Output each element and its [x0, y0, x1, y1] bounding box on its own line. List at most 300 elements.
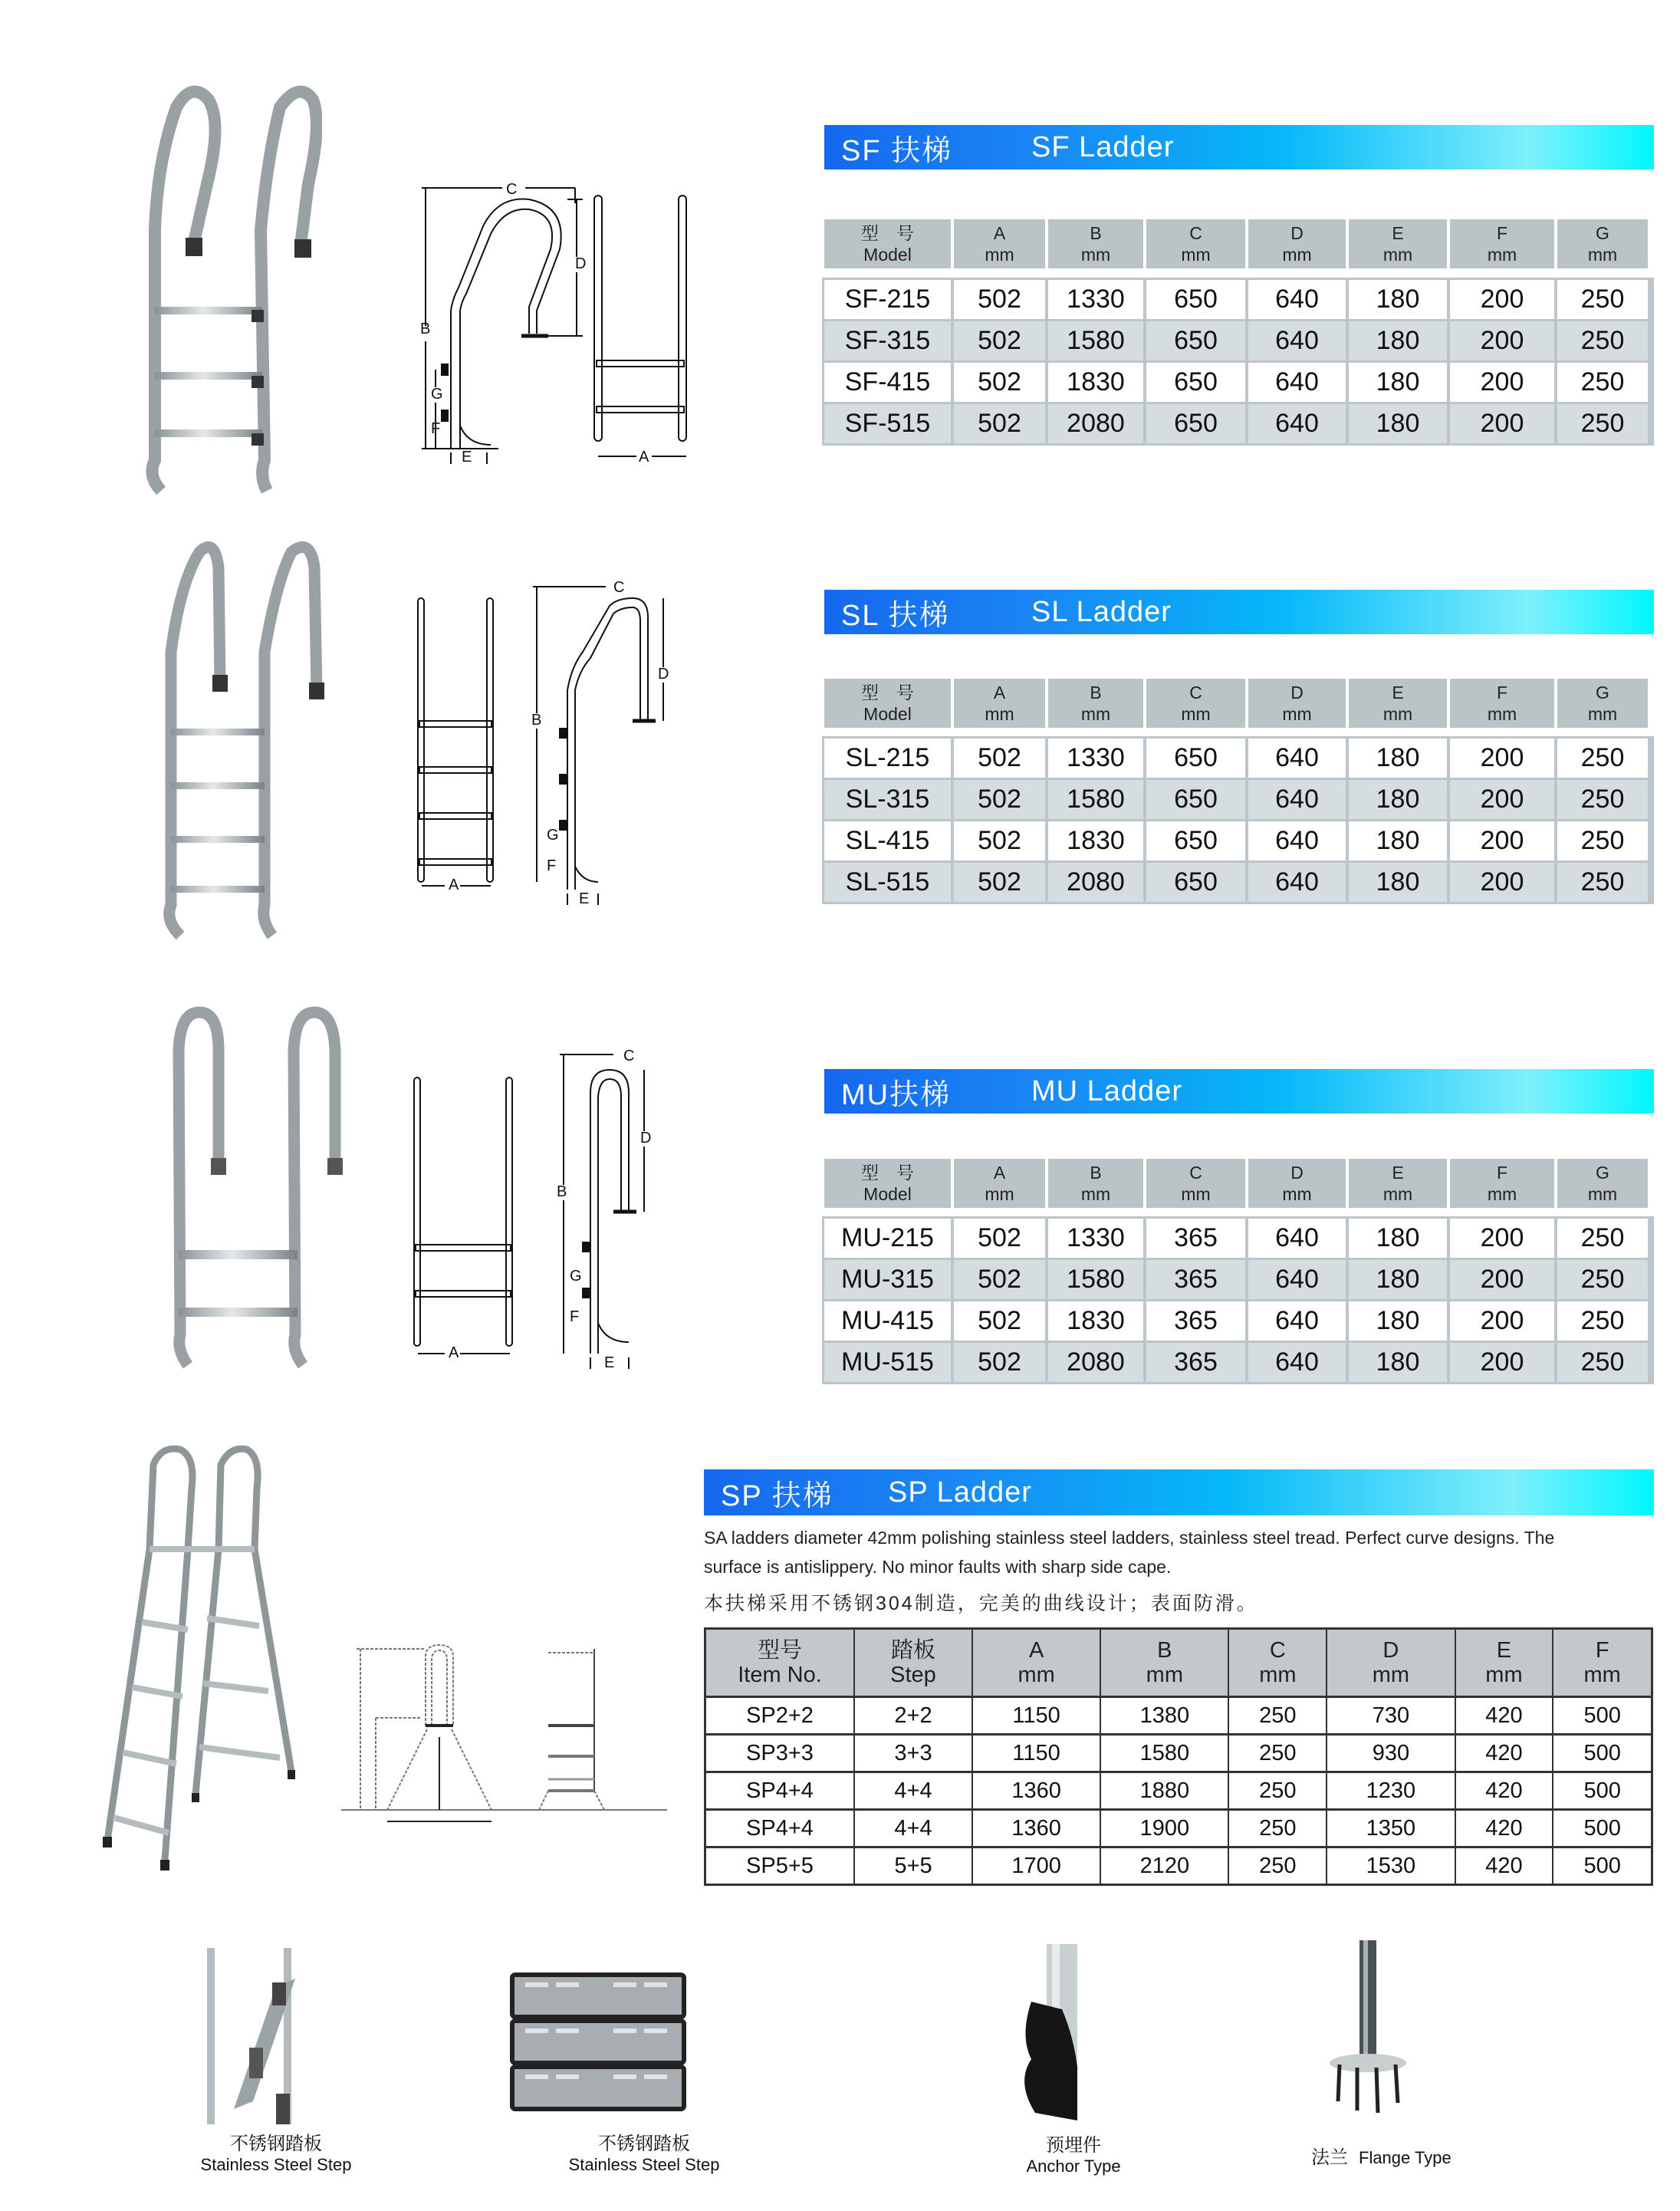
model-cell: MU-515 — [824, 1343, 951, 1382]
value-cell: 650 — [1146, 321, 1245, 360]
header-top: B — [1090, 1163, 1102, 1183]
value-cell: 250 — [1557, 404, 1648, 443]
header-e — [1349, 679, 1447, 728]
accessory-stainless-step-2 — [544, 2128, 744, 2175]
value-cell: 2080 — [1048, 863, 1143, 902]
value-cell: 250 — [1228, 1735, 1327, 1772]
stainless-step-photo-2 — [506, 1971, 690, 2117]
value-cell: 1230 — [1327, 1772, 1455, 1810]
value-cell: 1330 — [1048, 739, 1143, 778]
value-cell: 1900 — [1100, 1810, 1228, 1847]
value-cell: 180 — [1349, 821, 1447, 860]
sp-description-en-line1: SA ladders diameter 42mm polishing stainless steel ladders, stainless steel tread. Perfect curve designs. The — [704, 1528, 1555, 1548]
header-top: E — [1392, 683, 1404, 702]
value-cell: 1580 — [1048, 321, 1143, 360]
value-cell: 640 — [1248, 363, 1346, 402]
header-c — [1228, 1629, 1327, 1697]
header-bottom: mm — [1259, 1663, 1297, 1687]
value-cell: 1360 — [972, 1810, 1100, 1847]
header-bottom: mm — [1080, 1184, 1111, 1204]
sf-ladder-photo — [138, 77, 322, 506]
value-cell: 1330 — [1048, 280, 1143, 319]
header-top: C — [1189, 1163, 1202, 1183]
table-row — [824, 821, 1652, 860]
header-c — [1146, 219, 1245, 268]
table-row — [824, 780, 1652, 819]
value-cell: 502 — [954, 739, 1045, 778]
sl-dimension-diagram — [410, 575, 702, 905]
value-cell: 365 — [1146, 1219, 1245, 1258]
sf-table-header — [824, 219, 1654, 268]
value-cell: 650 — [1146, 780, 1245, 819]
caption-cn: 预埋件 — [1046, 2135, 1101, 2156]
header-f — [1450, 1159, 1554, 1208]
table-row — [705, 1735, 1652, 1772]
header-bottom: mm — [985, 1184, 1014, 1204]
header-g — [1557, 219, 1648, 268]
caption-en: Stainless Steel Step — [200, 2155, 352, 2174]
value-cell: 2120 — [1100, 1847, 1228, 1885]
header-d — [1248, 1159, 1346, 1208]
header-bottom: mm — [1382, 245, 1413, 265]
value-cell: 640 — [1248, 280, 1346, 319]
table-row — [824, 1219, 1652, 1258]
header-model — [824, 1159, 951, 1208]
header-a — [954, 679, 1045, 728]
header-item-no — [705, 1629, 855, 1697]
header-g — [1557, 679, 1648, 728]
sp-dimension-diagram — [341, 1626, 671, 1841]
header-top: D — [1290, 223, 1304, 243]
svg-text:C: C — [623, 1048, 635, 1064]
value-cell: 1830 — [1048, 821, 1143, 860]
header-b — [1048, 1159, 1143, 1208]
caption-en: Flange Type — [1359, 2148, 1452, 2167]
value-cell: 365 — [1146, 1343, 1245, 1382]
value-cell: 200 — [1450, 404, 1554, 443]
value-cell: 500 — [1553, 1772, 1652, 1810]
value-cell: 1360 — [972, 1772, 1100, 1810]
header-c — [1146, 679, 1245, 728]
mu-dimension-diagram — [406, 1047, 698, 1369]
table-row — [705, 1810, 1652, 1847]
header-top: E — [1392, 223, 1404, 243]
value-cell: 1150 — [972, 1697, 1100, 1735]
value-cell: 365 — [1146, 1260, 1245, 1299]
header-top: 型 号 — [861, 223, 914, 243]
caption-cn: 法兰 — [1311, 2147, 1348, 2168]
model-cell: MU-415 — [824, 1301, 951, 1341]
header-bottom: mm — [1282, 704, 1312, 724]
sp-section-banner — [704, 1469, 1654, 1515]
sp-description-en-line2: surface is antislippery. No minor faults with sharp side cape. — [704, 1557, 1172, 1577]
header-f — [1450, 679, 1554, 728]
value-cell: 650 — [1146, 821, 1245, 860]
value-cell: 250 — [1228, 1847, 1327, 1885]
sf-title-en: SF Ladder — [1031, 130, 1175, 163]
sp-table-body — [705, 1697, 1652, 1885]
sf-section-banner — [824, 125, 1654, 169]
header-top: B — [1090, 683, 1102, 702]
model-cell: SF-415 — [824, 363, 951, 402]
item-no-cell: SP4+4 — [705, 1810, 855, 1847]
header-e — [1455, 1629, 1553, 1697]
svg-text:C: C — [613, 579, 625, 596]
sf-table-body — [822, 278, 1654, 446]
value-cell: 250 — [1557, 280, 1648, 319]
svg-text:G: G — [570, 1268, 582, 1285]
header-f — [1553, 1629, 1652, 1697]
value-cell: 4+4 — [854, 1772, 972, 1810]
header-bottom: mm — [1382, 704, 1413, 724]
anchor-type-photo — [989, 1944, 1119, 2128]
header-top: A — [993, 683, 1006, 702]
model-cell: SF-315 — [824, 321, 951, 360]
header-b — [1048, 679, 1143, 728]
value-cell: 500 — [1553, 1847, 1652, 1885]
header-a — [954, 219, 1045, 268]
header-bottom: Item No. — [738, 1663, 822, 1687]
stainless-step-photo-1 — [199, 1948, 337, 2132]
header-g — [1557, 1159, 1648, 1208]
header-bottom: mm — [1080, 245, 1111, 265]
value-cell: 3+3 — [854, 1735, 972, 1772]
model-cell: SL-215 — [824, 739, 951, 778]
value-cell: 640 — [1248, 821, 1346, 860]
value-cell: 200 — [1450, 739, 1554, 778]
header-bottom: mm — [1587, 245, 1618, 265]
svg-text:D: D — [640, 1130, 652, 1147]
header-top: E — [1392, 1163, 1404, 1183]
model-cell: SF-215 — [824, 280, 951, 319]
svg-text:E: E — [604, 1354, 615, 1369]
header-top: 型 号 — [861, 683, 914, 702]
header-bottom: mm — [1018, 1663, 1055, 1687]
header-bottom: mm — [1583, 1663, 1621, 1687]
value-cell: 200 — [1450, 1301, 1554, 1341]
svg-text:D: D — [575, 255, 587, 272]
table-row — [824, 280, 1652, 319]
value-cell: 640 — [1248, 321, 1346, 360]
header-top: G — [1596, 223, 1609, 243]
mu-title-en: MU Ladder — [1031, 1074, 1182, 1107]
value-cell: 1580 — [1100, 1735, 1228, 1772]
svg-text:B: B — [420, 321, 431, 337]
value-cell: 650 — [1146, 280, 1245, 319]
table-row — [824, 363, 1652, 402]
header-d — [1248, 219, 1346, 268]
value-cell: 500 — [1553, 1735, 1652, 1772]
header-top: G — [1596, 683, 1609, 702]
value-cell: 1330 — [1048, 1219, 1143, 1258]
value-cell: 930 — [1327, 1735, 1455, 1772]
sp-title-cn: SP 扶梯 — [721, 1479, 833, 1512]
header-top: C — [1189, 223, 1202, 243]
svg-text:A: A — [639, 449, 649, 464]
value-cell: 200 — [1450, 821, 1554, 860]
header-top: E — [1496, 1638, 1512, 1663]
header-f — [1450, 219, 1554, 268]
value-cell: 640 — [1248, 863, 1346, 902]
sl-title-cn: SL 扶梯 — [841, 599, 950, 632]
value-cell: 250 — [1557, 739, 1648, 778]
header-bottom: mm — [1282, 245, 1312, 265]
item-no-cell: SP5+5 — [705, 1847, 855, 1885]
model-cell: SL-515 — [824, 863, 951, 902]
mu-table-header — [824, 1159, 1654, 1208]
value-cell: 200 — [1450, 1219, 1554, 1258]
svg-text:E: E — [462, 449, 472, 464]
value-cell: 180 — [1349, 780, 1447, 819]
value-cell: 200 — [1450, 363, 1554, 402]
value-cell: 1700 — [972, 1847, 1100, 1885]
model-cell: SF-515 — [824, 404, 951, 443]
header-bottom: mm — [1080, 704, 1111, 724]
mu-title-cn: MU扶梯 — [841, 1078, 952, 1111]
value-cell: 180 — [1349, 863, 1447, 902]
header-e — [1349, 1159, 1447, 1208]
table-row — [824, 863, 1652, 902]
header-b — [1048, 219, 1143, 268]
table-row — [705, 1697, 1652, 1735]
header-top: B — [1157, 1638, 1172, 1663]
header-top: 型 号 — [861, 1163, 914, 1183]
sl-table-header — [824, 679, 1654, 728]
sl-table-body — [822, 736, 1654, 904]
value-cell: 365 — [1146, 1301, 1245, 1341]
header-bottom: mm — [1181, 1184, 1211, 1204]
sp-description-cn: 本扶梯采用不锈钢304制造，完美的曲线设计；表面防滑。 — [704, 1593, 1258, 1614]
value-cell: 502 — [954, 1219, 1045, 1258]
value-cell: 640 — [1248, 780, 1346, 819]
value-cell: 502 — [954, 863, 1045, 902]
table-row — [824, 739, 1652, 778]
header-bottom: Step — [890, 1663, 936, 1687]
value-cell: 1150 — [972, 1735, 1100, 1772]
header-bottom: Model — [863, 1184, 912, 1204]
value-cell: 502 — [954, 363, 1045, 402]
value-cell: 250 — [1557, 363, 1648, 402]
flange-type-photo — [1315, 1940, 1430, 2117]
header-bottom: mm — [985, 245, 1014, 265]
item-no-cell: SP2+2 — [705, 1697, 855, 1735]
header-top: 型号 — [757, 1638, 802, 1663]
header-bottom: mm — [1587, 704, 1618, 724]
header-c — [1146, 1159, 1245, 1208]
value-cell: 250 — [1228, 1772, 1327, 1810]
header-bottom: Model — [863, 704, 912, 724]
header-bottom: mm — [1487, 245, 1517, 265]
value-cell: 1580 — [1048, 1260, 1143, 1299]
header-top: D — [1382, 1638, 1399, 1663]
header-step — [854, 1629, 972, 1697]
value-cell: 640 — [1248, 404, 1346, 443]
value-cell: 1880 — [1100, 1772, 1228, 1810]
value-cell: 250 — [1557, 1260, 1648, 1299]
value-cell: 640 — [1248, 739, 1346, 778]
header-model — [824, 679, 951, 728]
mu-section-banner — [824, 1069, 1654, 1114]
model-cell: MU-315 — [824, 1260, 951, 1299]
value-cell: 640 — [1248, 1301, 1346, 1341]
value-cell: 650 — [1146, 363, 1245, 402]
header-top: B — [1090, 223, 1102, 243]
value-cell: 500 — [1553, 1697, 1652, 1735]
header-top: D — [1290, 1163, 1304, 1183]
svg-text:D: D — [658, 666, 669, 683]
accessory-stainless-step-1 — [176, 2128, 376, 2175]
value-cell: 250 — [1557, 1301, 1648, 1341]
accessory-anchor-type — [997, 2130, 1150, 2176]
sf-dimension-diagram — [414, 173, 736, 464]
header-model — [824, 219, 951, 268]
value-cell: 200 — [1450, 1343, 1554, 1382]
sp-spec-table — [704, 1627, 1653, 1886]
value-cell: 650 — [1146, 404, 1245, 443]
value-cell: 1830 — [1048, 363, 1143, 402]
header-d — [1248, 679, 1346, 728]
value-cell: 502 — [954, 280, 1045, 319]
caption-cn: 不锈钢踏板 — [230, 2134, 322, 2154]
value-cell: 2080 — [1048, 404, 1143, 443]
value-cell: 420 — [1455, 1810, 1553, 1847]
value-cell: 1530 — [1327, 1847, 1455, 1885]
table-row — [705, 1772, 1652, 1810]
value-cell: 180 — [1349, 1343, 1447, 1382]
value-cell: 180 — [1349, 404, 1447, 443]
value-cell: 502 — [954, 404, 1045, 443]
model-cell: SL-415 — [824, 821, 951, 860]
value-cell: 500 — [1553, 1810, 1652, 1847]
sp-ladder-photo — [84, 1442, 314, 1871]
value-cell: 640 — [1248, 1219, 1346, 1258]
model-cell: MU-215 — [824, 1219, 951, 1258]
value-cell: 250 — [1557, 1343, 1648, 1382]
value-cell: 502 — [954, 821, 1045, 860]
value-cell: 180 — [1349, 739, 1447, 778]
header-top: A — [1028, 1638, 1044, 1663]
header-bottom: mm — [1587, 1184, 1618, 1204]
header-bottom: mm — [1485, 1663, 1523, 1687]
value-cell: 250 — [1228, 1697, 1327, 1735]
value-cell: 502 — [954, 321, 1045, 360]
value-cell: 250 — [1557, 863, 1648, 902]
sf-title-cn: SF 扶梯 — [841, 134, 953, 167]
header-bottom: Model — [863, 245, 912, 265]
caption-en: Anchor Type — [1026, 2157, 1121, 2176]
value-cell: 180 — [1349, 1219, 1447, 1258]
table-row — [824, 1301, 1652, 1341]
value-cell: 1350 — [1327, 1810, 1455, 1847]
header-top: 踏板 — [890, 1638, 935, 1663]
value-cell: 250 — [1557, 780, 1648, 819]
value-cell: 200 — [1450, 321, 1554, 360]
value-cell: 250 — [1557, 321, 1648, 360]
value-cell: 2080 — [1048, 1343, 1143, 1382]
header-bottom: mm — [985, 704, 1014, 724]
header-a — [954, 1159, 1045, 1208]
value-cell: 200 — [1450, 863, 1554, 902]
sl-ladder-photo — [150, 537, 334, 951]
value-cell: 420 — [1455, 1697, 1553, 1735]
svg-text:C: C — [506, 181, 518, 198]
header-bottom: mm — [1372, 1663, 1410, 1687]
value-cell: 502 — [954, 1260, 1045, 1299]
value-cell: 200 — [1450, 280, 1554, 319]
header-top: F — [1595, 1638, 1609, 1663]
header-b — [1100, 1629, 1228, 1697]
item-no-cell: SP4+4 — [705, 1772, 855, 1810]
header-top: C — [1189, 683, 1202, 702]
svg-text:E: E — [579, 890, 590, 905]
value-cell: 420 — [1455, 1735, 1553, 1772]
header-top: D — [1290, 683, 1304, 702]
header-top: A — [993, 1163, 1006, 1183]
header-top: C — [1269, 1638, 1286, 1663]
value-cell: 250 — [1557, 821, 1648, 860]
header-top: G — [1596, 1163, 1609, 1183]
table-row — [824, 321, 1652, 360]
mu-ladder-photo — [165, 1005, 349, 1380]
value-cell: 640 — [1248, 1343, 1346, 1382]
table-row — [824, 1260, 1652, 1299]
value-cell: 200 — [1450, 1260, 1554, 1299]
value-cell: 5+5 — [854, 1847, 972, 1885]
value-cell: 250 — [1228, 1810, 1327, 1847]
header-top: A — [993, 223, 1006, 243]
model-cell: SL-315 — [824, 780, 951, 819]
value-cell: 730 — [1327, 1697, 1455, 1735]
value-cell: 420 — [1455, 1847, 1553, 1885]
svg-text:F: F — [547, 857, 557, 874]
value-cell: 2+2 — [854, 1697, 972, 1735]
sl-section-banner — [824, 590, 1654, 634]
value-cell: 180 — [1349, 1260, 1447, 1299]
value-cell: 250 — [1557, 1219, 1648, 1258]
value-cell: 1380 — [1100, 1697, 1228, 1735]
value-cell: 1830 — [1048, 1301, 1143, 1341]
value-cell: 502 — [954, 780, 1045, 819]
item-no-cell: SP3+3 — [705, 1735, 855, 1772]
value-cell: 650 — [1146, 863, 1245, 902]
table-row — [824, 404, 1652, 443]
value-cell: 180 — [1349, 1301, 1447, 1341]
value-cell: 4+4 — [854, 1810, 972, 1847]
header-bottom: mm — [1282, 1184, 1312, 1204]
svg-text:F: F — [570, 1308, 580, 1325]
value-cell: 640 — [1248, 1260, 1346, 1299]
accessory-flange-type — [1311, 2142, 1511, 2169]
header-bottom: mm — [1487, 1184, 1517, 1204]
mu-table-body — [822, 1216, 1654, 1384]
header-bottom: mm — [1181, 704, 1211, 724]
svg-text:B: B — [531, 712, 542, 729]
value-cell: 650 — [1146, 739, 1245, 778]
value-cell: 180 — [1349, 363, 1447, 402]
header-bottom: mm — [1181, 245, 1211, 265]
svg-text:B: B — [557, 1183, 567, 1200]
value-cell: 502 — [954, 1343, 1045, 1382]
header-top: F — [1496, 1163, 1508, 1183]
value-cell: 502 — [954, 1301, 1045, 1341]
value-cell: 180 — [1349, 280, 1447, 319]
svg-text:G: G — [547, 827, 559, 844]
header-e — [1349, 219, 1447, 268]
sp-title-en: SP Ladder — [888, 1476, 1032, 1509]
value-cell: 180 — [1349, 321, 1447, 360]
header-top: F — [1496, 683, 1508, 702]
table-row — [824, 1343, 1652, 1382]
